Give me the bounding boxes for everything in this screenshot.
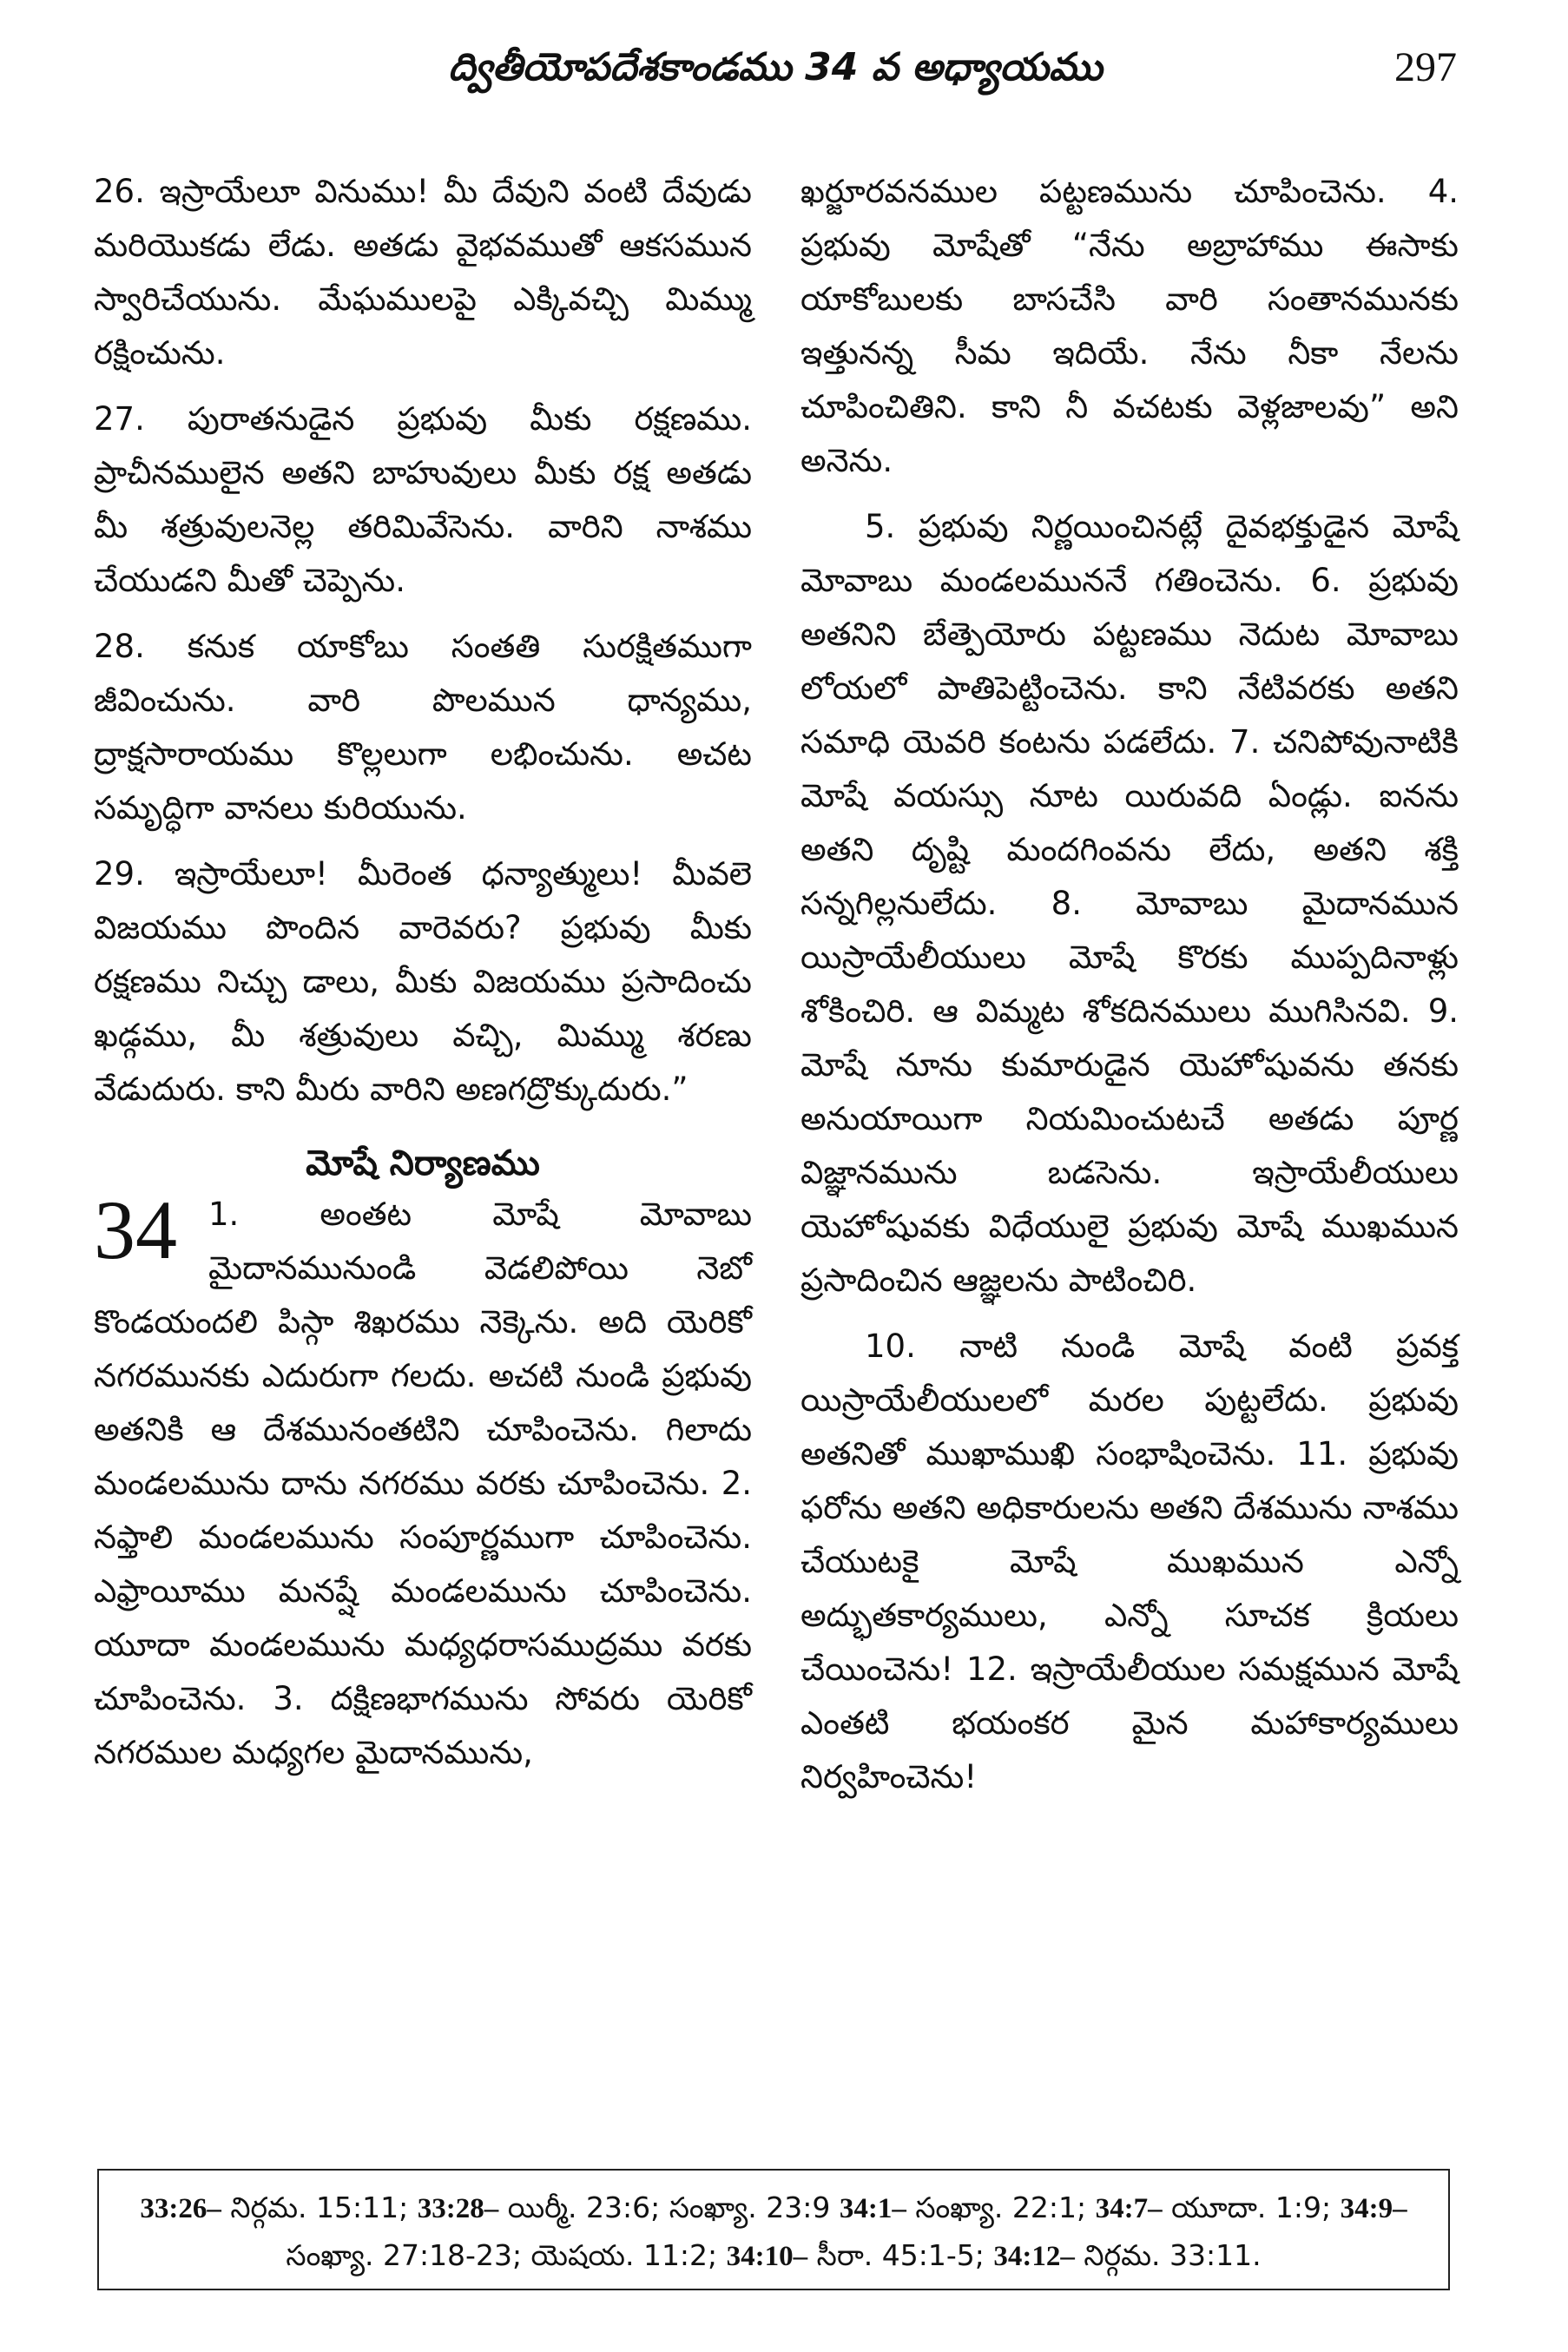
page-number: 297 (1394, 44, 1457, 90)
cross-reference-box (97, 2169, 1450, 2290)
footnote-text: యిర్మీ. 23:6; సంఖ్యా. 23:9 (498, 2191, 840, 2224)
footnote-ref: 34:1– (839, 2193, 906, 2224)
footnote-text: యూదా. 1:9; (1162, 2191, 1341, 2224)
verse-paragraph: 27. పురాతనుడైన ప్రభువు మీకు రక్షణము. ప్రాచీనములైన అతని బాహువులు మీకు రక్ష అతడు మీ శత్రువులనెల్ల తరిమివేసెను. వారిని నాశము చేయుడని మీతో చెప్పెను. (94, 400, 752, 599)
left-column (94, 165, 752, 1792)
footnote-text: సీరా. 45:1-5; (807, 2238, 994, 2272)
verse-paragraph: 10. నాటి నుండి మోషే వంటి ప్రవక్త యిస్రాయేలీయులలో మరల పుట్టలేదు. ప్రభువు అతనితో ముఖాముఖి సంభాషించెను. 11. ప్రభువు ఫరోను అతని అధికారులను అతని దేశమును నాశము చేయుటకై మోషే ముఖమున ఎన్నో అద్భుతకార్యములు, ఎన్నో సూచక క్రియలు చేయించెను! 12. ఇస్రాయేలీయుల సమక్షమున మోషే ఎంతటి భయంకర మైన మహాకార్యములు నిర్వహించెను! (800, 1328, 1459, 1795)
verse-paragraph: 28. కనుక యాకోబు సంతతి సురక్షితముగా జీవించును. వారి పొలమున ధాన్యము, ద్రాక్షసారాయము కొల్లలుగా లభించును. అచట సమృద్ధిగా వానలు కురియును. (94, 628, 752, 827)
footnote-text: నిర్గమ. 33:11. (1074, 2238, 1262, 2272)
chapter-number: 34 (94, 1183, 177, 1276)
verse-paragraph: 26. ఇస్రాయేలూ వినుము! మీ దేవుని వంటి దేవుడు మరియొకడు లేడు. అతడు వైభవముతో ఆకసమున స్వారిచేయును. మేఘములపై ఎక్కివచ్చి మిమ్ము రక్షించును. (94, 173, 752, 372)
footnote-text: సంఖ్యా. 22:1; (906, 2191, 1096, 2224)
verse-paragraph: 5. ప్రభువు నిర్ణయించినట్లే దైవభక్తుడైన మోషే మోవాబు మండలముననే గతించెను. 6. ప్రభువు అతనిని బేత్పెయోరు పట్టణము నెదుట మోవాబు లోయలో పాతిపెట్టించెను. కాని నేటివరకు అతని సమాధి యెవరి కంటను పడలేదు. 7. చనిపోవునాటికి మోషే వయస్సు నూట యిరువది ఏండ్లు. ఐనను అతని దృష్టి మందగింవను లేదు, అతని శక్తి సన్నగిల్లనులేదు. 8. మోవాబు మైదానమున యిస్రాయేలీయులు మోషే కొరకు ముప్పదినాళ్లు శోకించిరి. ఆ విమ్మట శోకదినములు ముగిసినవి. 9. మోషే నూను కుమారుడైన యెహోషువను తనకు అనుయాయిగా నియమించుటచే అతడు పూర్ణ విజ్ఞానమును బడసెను. ఇస్రాయేలీయులు యెహోషువకు విధేయులై ప్రభువు మోషే ముఖమున ప్రసాదించిన ఆజ్ఞలను పాటించిరి. (800, 508, 1459, 1299)
section-heading: మోషే నిర్యాణము (306, 1143, 540, 1183)
footnote-ref: 34:7– (1095, 2193, 1163, 2224)
page-header (94, 36, 1457, 115)
footnote-ref: 33:26– (140, 2193, 221, 2224)
footnote-text: సంఖ్యా. 27:18-23; యెషయ. 11:2; (286, 2238, 727, 2272)
running-title: ద్వితీయోపదేశకాండము 34 వ అధ్యాయము (448, 45, 1103, 89)
footnote-ref: 34:12– (993, 2241, 1075, 2272)
footnote-text: నిర్గమ. 15:11; (221, 2191, 418, 2224)
right-column (800, 165, 1459, 1816)
verse-paragraph: ఖర్జూరవనముల పట్టణమును చూపించెను. 4. ప్రభువు మోషేతో “నేను అబ్రాహాము ఈసాకు యాకోబులకు బాసచేసి వారి సంతానమునకు ఇత్తునన్న సీమ ఇదియే. నేను నీకా నేలను చూపించితిని. కాని నీ వచటకు వెళ్లజాలవు” అని అనెను. (800, 173, 1459, 479)
footnote-ref: 33:28– (417, 2193, 499, 2224)
footnote-ref: 34:10– (726, 2241, 808, 2272)
verse-paragraph: 29. ఇస్రాయేలూ! మీరెంత ధన్యాత్ములు! మీవలె విజయము పొందిన వారెవరు? ప్రభువు మీకు రక్షణము నిచ్చు డాలు, మీకు విజయము ప్రసాదించు ఖడ్గము, మీ శత్రువులు వచ్చి, మిమ్ము శరణు వేడుదురు. కాని మీరు వారిని అణగద్రొక్కుదురు.” (94, 855, 752, 1108)
footnote-ref: 34:9– (1340, 2193, 1407, 2224)
chapter-opening-paragraph (94, 1183, 752, 1780)
chapter-text: 1. అంతట మోషే మోవాబు మైదానమునుండి వెడలిపోయి నెబో కొండయందలి పిస్గా శిఖరము నెక్కెను. అది యెరికో నగరమునకు ఎదురుగా గలదు. అచటి నుండి ప్రభువు అతనికి ఆ దేశమునంతటిని చూపించెను. గిలాదు మండలమును దాను నగరము వరకు చూపించెను. 2. నఫ్తాలి మండలమును సంపూర్ణముగా చూపించెను. ఎఫ్రాయీము మనష్షే మండలమును చూపించెను. యూదా మండలమును మధ్యధరాసముద్రము వరకు చూపించెను. 3. దక్షిణభాగమును సోవరు యెరికో నగరముల మధ్యగల మైదానమును, (94, 1196, 752, 1771)
